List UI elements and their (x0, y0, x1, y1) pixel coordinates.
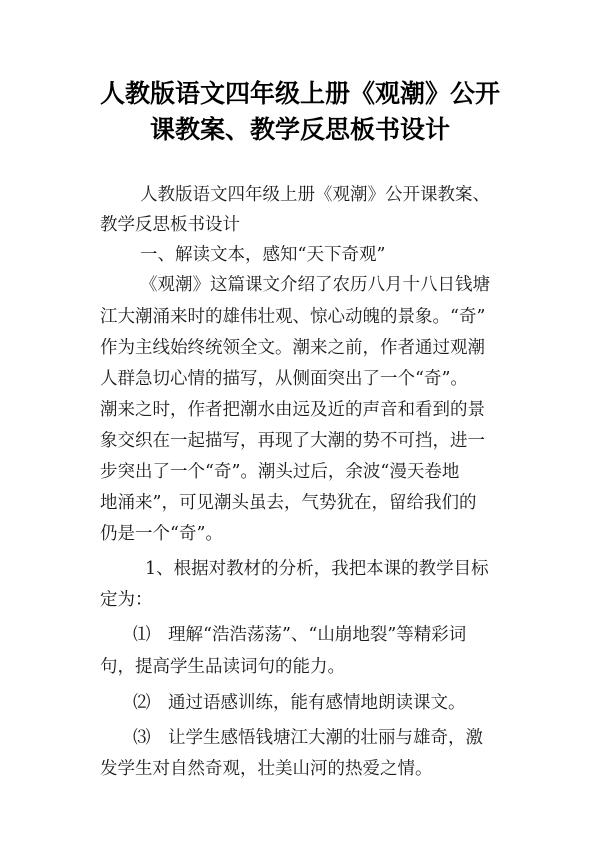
paragraph-line-2: 江大潮涌来时的雄伟壮观、惊心动魄的景象。“奇” (100, 307, 486, 327)
paragraph-line-6: 象交织在一起描写，再现了大潮的势不可挡，进一 (100, 431, 485, 451)
objective-3-line-2: 发学生对自然奇观，壮美山河的热爱之情。 (100, 759, 433, 779)
paragraph-line-3: 作为主线始终统领全文。潮来之前，作者通过观潮 (100, 338, 485, 358)
document-title-line-2: 课教案、教学反思板书设计 (149, 115, 450, 144)
objective-3-line-1: ⑶ 让学生感悟钱塘江大潮的壮丽与雄奇，激 (133, 728, 483, 748)
objective-2-line: ⑵ 通过语感训练，能有感情地朗读课文。 (133, 693, 466, 713)
paragraph-line-4: 人群急切心情的描写，从侧面突出了一个“奇”。 (100, 369, 468, 389)
objective-1-line-1: ⑴ 理解“浩浩荡荡”、“山崩地裂”等精彩词 (133, 625, 467, 645)
paragraph-line-8: 地涌来”，可见潮头虽去，气势犹在，留给我们的 (100, 493, 477, 513)
paragraph-line-9: 仍是一个“奇”。 (100, 524, 223, 544)
intro-line-1: 人教版语文四年级上册《观潮》公开课教案、 (140, 185, 490, 205)
intro-line-2: 教学反思板书设计 (100, 215, 240, 235)
objective-intro-line-2: 定为： (100, 590, 153, 610)
paragraph-line-1: 《观潮》这篇课文介绍了农历八月十八日钱塘 (140, 275, 490, 295)
paragraph-line-5: 潮来之时，作者把潮水由远及近的声音和看到的景 (100, 400, 485, 420)
section-heading: 一、解读文本，感知“天下奇观” (140, 245, 386, 265)
document-title-line-1: 人教版语文四年级上册《观潮》公开 (99, 79, 500, 108)
objective-intro-line-1: 1、根据对教材的分析，我把本课的教学目标 (145, 559, 489, 579)
paragraph-line-7: 步突出了一个“奇”。潮头过后，余波“漫天卷地 (100, 462, 460, 482)
objective-1-line-2: 句，提高学生品读词句的能力。 (100, 657, 345, 677)
